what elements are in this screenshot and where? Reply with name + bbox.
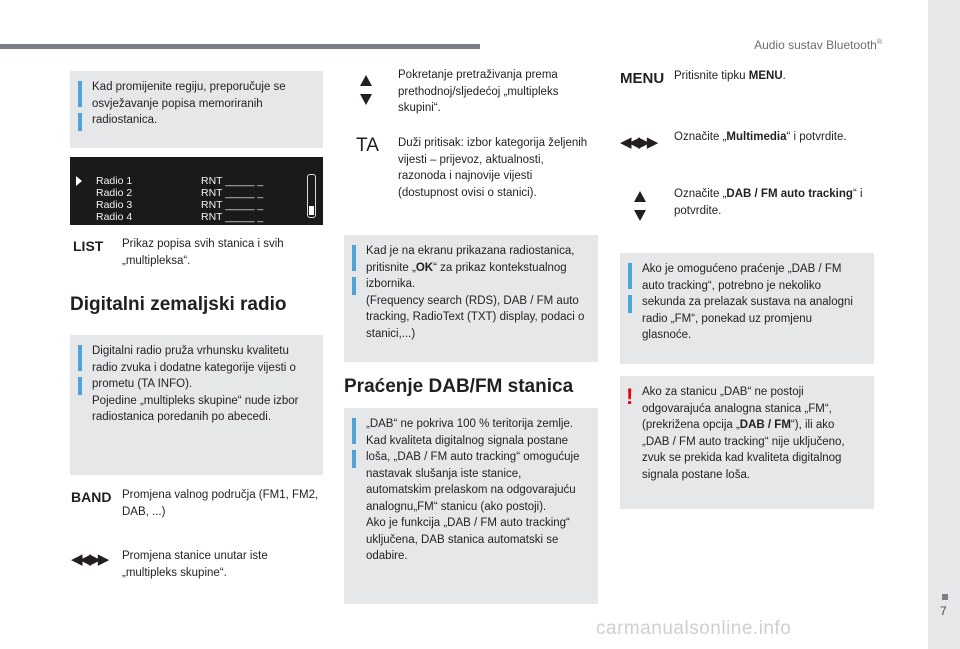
info-text: Kad promijenite regiju, preporučuje se osvježavanje popisa memoriranih radiostanica. (92, 81, 286, 127)
down-arrow-icon (360, 94, 372, 105)
info-icon-part (78, 377, 82, 395)
warning-text: Ako za stanicu „DAB“ ne postoji odgovarajuća analogna stanica „FM“, (prekrižena opcija „DAB / FM“), ili ako „DAB / FM auto tracking“ nije uključeno, zvuk se prekida kad kvaliteta digitalnog signala postane loša. (642, 386, 845, 481)
list-value: RNT _____ _ (201, 187, 264, 199)
play-icon (76, 176, 82, 186)
warning-icon: ! (626, 384, 634, 409)
info-box-tracking (620, 253, 874, 364)
info-icon (352, 418, 356, 444)
info-icon (78, 81, 82, 107)
header-rule (0, 44, 480, 49)
list-item: Radio 3 (96, 199, 133, 211)
list-value: RNT _____ _ (201, 199, 264, 211)
info-box-context-menu (344, 235, 598, 362)
page-header-title: Audio sustav Bluetooth® (754, 38, 882, 52)
up-arrow-icon (634, 191, 646, 202)
multimedia-description: Označite „Multimedia“ i potvrdite. (674, 131, 847, 143)
info-text: „DAB“ ne pokriva 100 % teritorija zemlje. Kad kvaliteta digitalnog signala postane loša, „DAB / FM auto tracking“ omogućuje nastavak slušanja iste stanice, automatskim prelaskom na odgovarajuću analognu„FM“ stanicu (ako postoji). Ako je funkcija „DAB / FM auto tracking“ uključena, DAB stanica automatski se odabire. (366, 418, 580, 563)
info-box-dab-fm (344, 408, 598, 604)
section-heading-digital-radio: Digitalni zemaljski radio (70, 294, 287, 315)
list-item: Radio 1 (96, 175, 133, 187)
menu-button-label: MENU (620, 70, 665, 87)
info-icon (628, 263, 632, 289)
list-value: RNT _____ _ (201, 175, 264, 187)
info-icon-part (352, 450, 356, 468)
up-arrow-icon (360, 75, 372, 86)
list-description: Prikaz popisa svih stanica i svih „multipleksa“. (122, 238, 284, 267)
warning-box (620, 376, 874, 509)
info-text: Digitalni radio pruža vrhunsku kvalitetu radio zvuka i dodatne kategorije vijesti o prometu (TA INFO). Pojedine „multipleks skupine“ nude izbor radiostanica poredanih po abecedi. (92, 345, 299, 424)
info-icon (78, 345, 82, 371)
page-number: 7 (940, 604, 947, 618)
info-text: Ako je omogućeno praćenje „DAB / FM auto tracking“, potrebno je nekoliko sekunda za prelazak sustava na analogni radio „FM“, ponekad uz promjenu glasnoće. (642, 263, 853, 342)
watermark: carmanualsonline.info (596, 618, 792, 639)
section-heading-dab-fm: Praćenje DAB/FM stanica (344, 376, 574, 397)
scrollbar (307, 174, 316, 218)
info-icon-part (628, 295, 632, 313)
ta-button-label: TA (356, 135, 379, 156)
updown-description: Pokretanje pretraživanja prema prethodnoj/sljedećoj „multipleks skupini“. (398, 69, 559, 115)
radio-list-screen (70, 157, 323, 225)
down-arrow-icon (634, 210, 646, 221)
list-item: Radio 2 (96, 187, 133, 199)
page-marker (942, 594, 948, 600)
ta-description: Duži pritisak: izbor kategorija željenih vijesti – prijevoz, aktualnosti, razonoda i najnovije vijesti (dostupnost ovisi o stanici). (398, 137, 588, 199)
info-box-region (70, 71, 323, 148)
info-icon-part (78, 113, 82, 131)
seek-arrows-icon: ◀◀ ▶▶ (71, 551, 107, 568)
band-button-label: BAND (71, 489, 112, 505)
seek-description: Promjena stanice unutar iste „multipleks skupine“. (122, 550, 268, 579)
dab-tracking-description: Označite „DAB / FM auto tracking“ i potvrdite. (674, 188, 863, 217)
info-icon (352, 245, 356, 271)
side-margin-strip (928, 0, 960, 649)
list-item: Radio 4 (96, 211, 133, 223)
info-icon-part (352, 277, 356, 295)
seek-arrows-icon: ◀◀ ▶▶ (620, 134, 656, 151)
info-text: Kad je na ekranu prikazana radiostanica, pritisnite „OK“ za prikaz kontekstualnog izbornika. (Frequency search (RDS), DAB / FM auto tracking, RadioText (TXT) display, podaci o stanici,...) (366, 245, 585, 340)
info-box-digital-radio (70, 335, 323, 475)
band-description: Promjena valnog područja (FM1, FM2, DAB, ...) (122, 489, 319, 518)
list-value: RNT _____ _ (201, 211, 264, 223)
list-button-label: LIST (73, 238, 104, 254)
menu-description: Pritisnite tipku MENU. (674, 70, 786, 82)
